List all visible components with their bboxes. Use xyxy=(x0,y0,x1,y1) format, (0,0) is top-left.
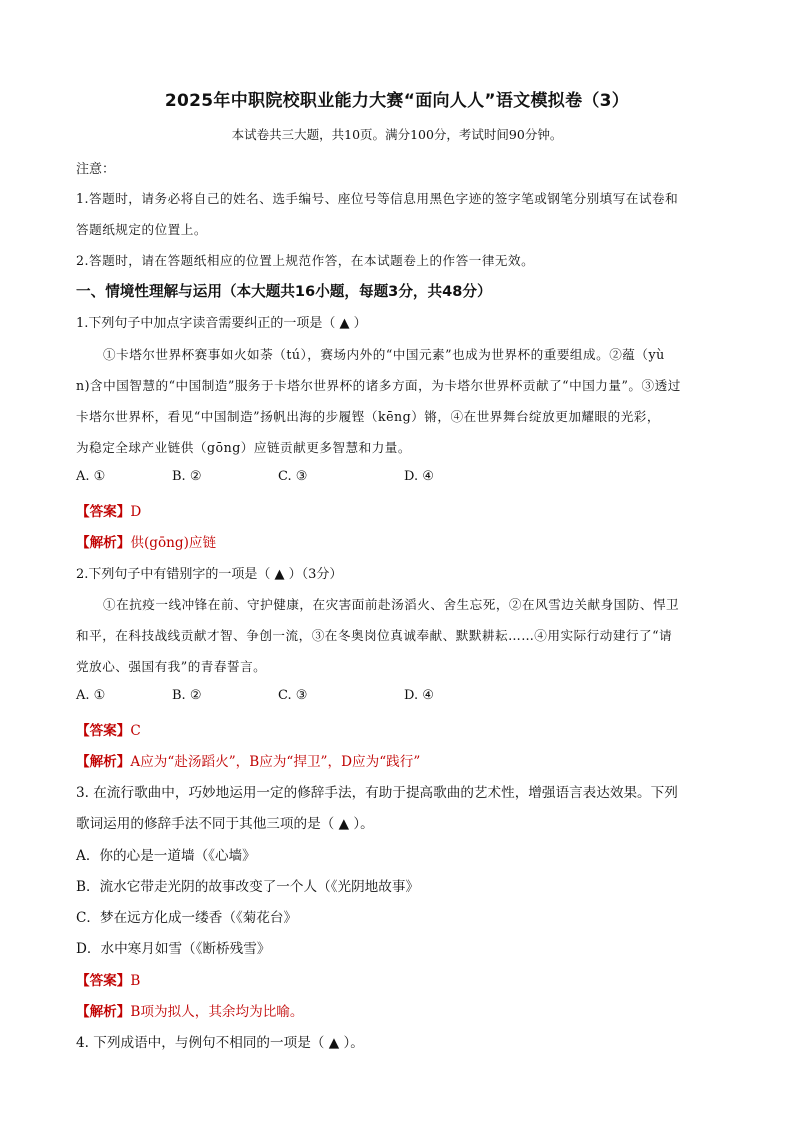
q3-analysis: 【解析】B项为拟人，其余均为比喻。 xyxy=(76,1004,304,1020)
page-title: 2025年中职院校职业能力大赛“面向人人”语文模拟卷（3） xyxy=(164,91,630,111)
q3-option-d: D．水中寒月如雪（《断桥残雪》 xyxy=(76,941,271,957)
q2-option-a: A. ① xyxy=(76,688,106,703)
q1-passage-line-2: n)含中国智慧的“中国制造”服务于卡塔尔世界杯的诸多方面，为卡塔尔世界杯贡献了“中国力量”。③透过 xyxy=(76,378,681,393)
q1-option-d: D. ④ xyxy=(404,469,434,484)
note-2: 2.答题时，请在答题纸相应的位置上规范作答，在本试题卷上的作答一律无效。 xyxy=(76,253,535,268)
q3-option-a: A．你的心是一道墙（《心墙》 xyxy=(76,848,256,864)
notes-label: 注意： xyxy=(76,162,116,177)
q3-option-c: C．梦在远方化成一缕香（《菊花台》 xyxy=(76,910,298,926)
q2-passage-line-2: 和平，在科技战线贡献才智、争创一流，③在冬奥岗位真诚奉献、默默耕耘……④用实际行动建行了“请 xyxy=(76,628,673,643)
q4-stem: 4. 下列成语中，与例句不相同的一项是（ ▲ ）。 xyxy=(76,1035,364,1051)
q2-analysis: 【解析】A应为“赴汤蹈火”，B应为“捍卫”，D应为“践行” xyxy=(76,754,421,770)
q1-passage-line-3: 卡塔尔世界杯，看见“中国制造”扬帆出海的步履铿（kēng）锵，④在世界舞台绽放更加耀眼的光彩， xyxy=(76,409,660,424)
q3-stem-line-2: 歌词运用的修辞手法不同于其他三项的是（ ▲ ）。 xyxy=(76,816,374,832)
q2-option-d: D. ④ xyxy=(404,688,434,703)
q1-passage-line-1: ①卡塔尔世界杯赛事如火如荼（tú），赛场内外的“中国元素”也成为世界杯的重要组成。②蕴（yù xyxy=(103,347,665,362)
page-subtitle: 本试卷共三大题，共10页。满分100分，考试时间90分钟。 xyxy=(231,127,563,142)
q3-option-b: B．流水它带走光阴的故事改变了一个人（《光阴地故事》 xyxy=(76,879,420,895)
q1-answer: 【答案】D xyxy=(76,504,142,520)
q3-answer: 【答案】B xyxy=(76,973,141,989)
note-1-line-1: 1.答题时，请务必将自己的姓名、选手编号、座位号等信息用黑色字迹的签字笔或钢笔分别填写在试卷和 xyxy=(76,191,679,206)
section-1-heading: 一、情境性理解与运用（本大题共16小题，每题3分，共48分） xyxy=(76,283,492,300)
q2-stem: 2.下列句子中有错别字的一项是（ ▲ ）（3分） xyxy=(76,567,343,582)
q1-option-a: A. ① xyxy=(76,469,106,484)
q1-option-b: B. ② xyxy=(172,469,202,484)
q2-option-c: C. ③ xyxy=(278,688,308,703)
q2-answer: 【答案】C xyxy=(76,723,141,739)
q1-option-c: C. ③ xyxy=(278,469,308,484)
q2-passage-line-1: ①在抗疫一线冲锋在前、守护健康，在灾害面前赴汤滔火、舍生忘死，②在风雪边关献身国防、悍卫 xyxy=(103,597,680,612)
q2-option-b: B. ② xyxy=(172,688,202,703)
q1-passage-line-4: 为稳定全球产业链供（gōng）应链贡献更多智慧和力量。 xyxy=(76,440,411,455)
q1-analysis: 【解析】供(gōng)应链 xyxy=(76,535,217,551)
q1-stem: 1.下列句子中加点字读音需要纠正的一项是（ ▲ ） xyxy=(76,316,367,331)
q2-passage-line-3: 党放心、强国有我”的青春誓言。 xyxy=(76,659,267,674)
q3-stem-line-1: 3. 在流行歌曲中，巧妙地运用一定的修辞手法，有助于提高歌曲的艺术性，增强语言表达效果。下列 xyxy=(76,785,678,801)
note-1-line-2: 答题纸规定的位置上。 xyxy=(76,222,207,237)
